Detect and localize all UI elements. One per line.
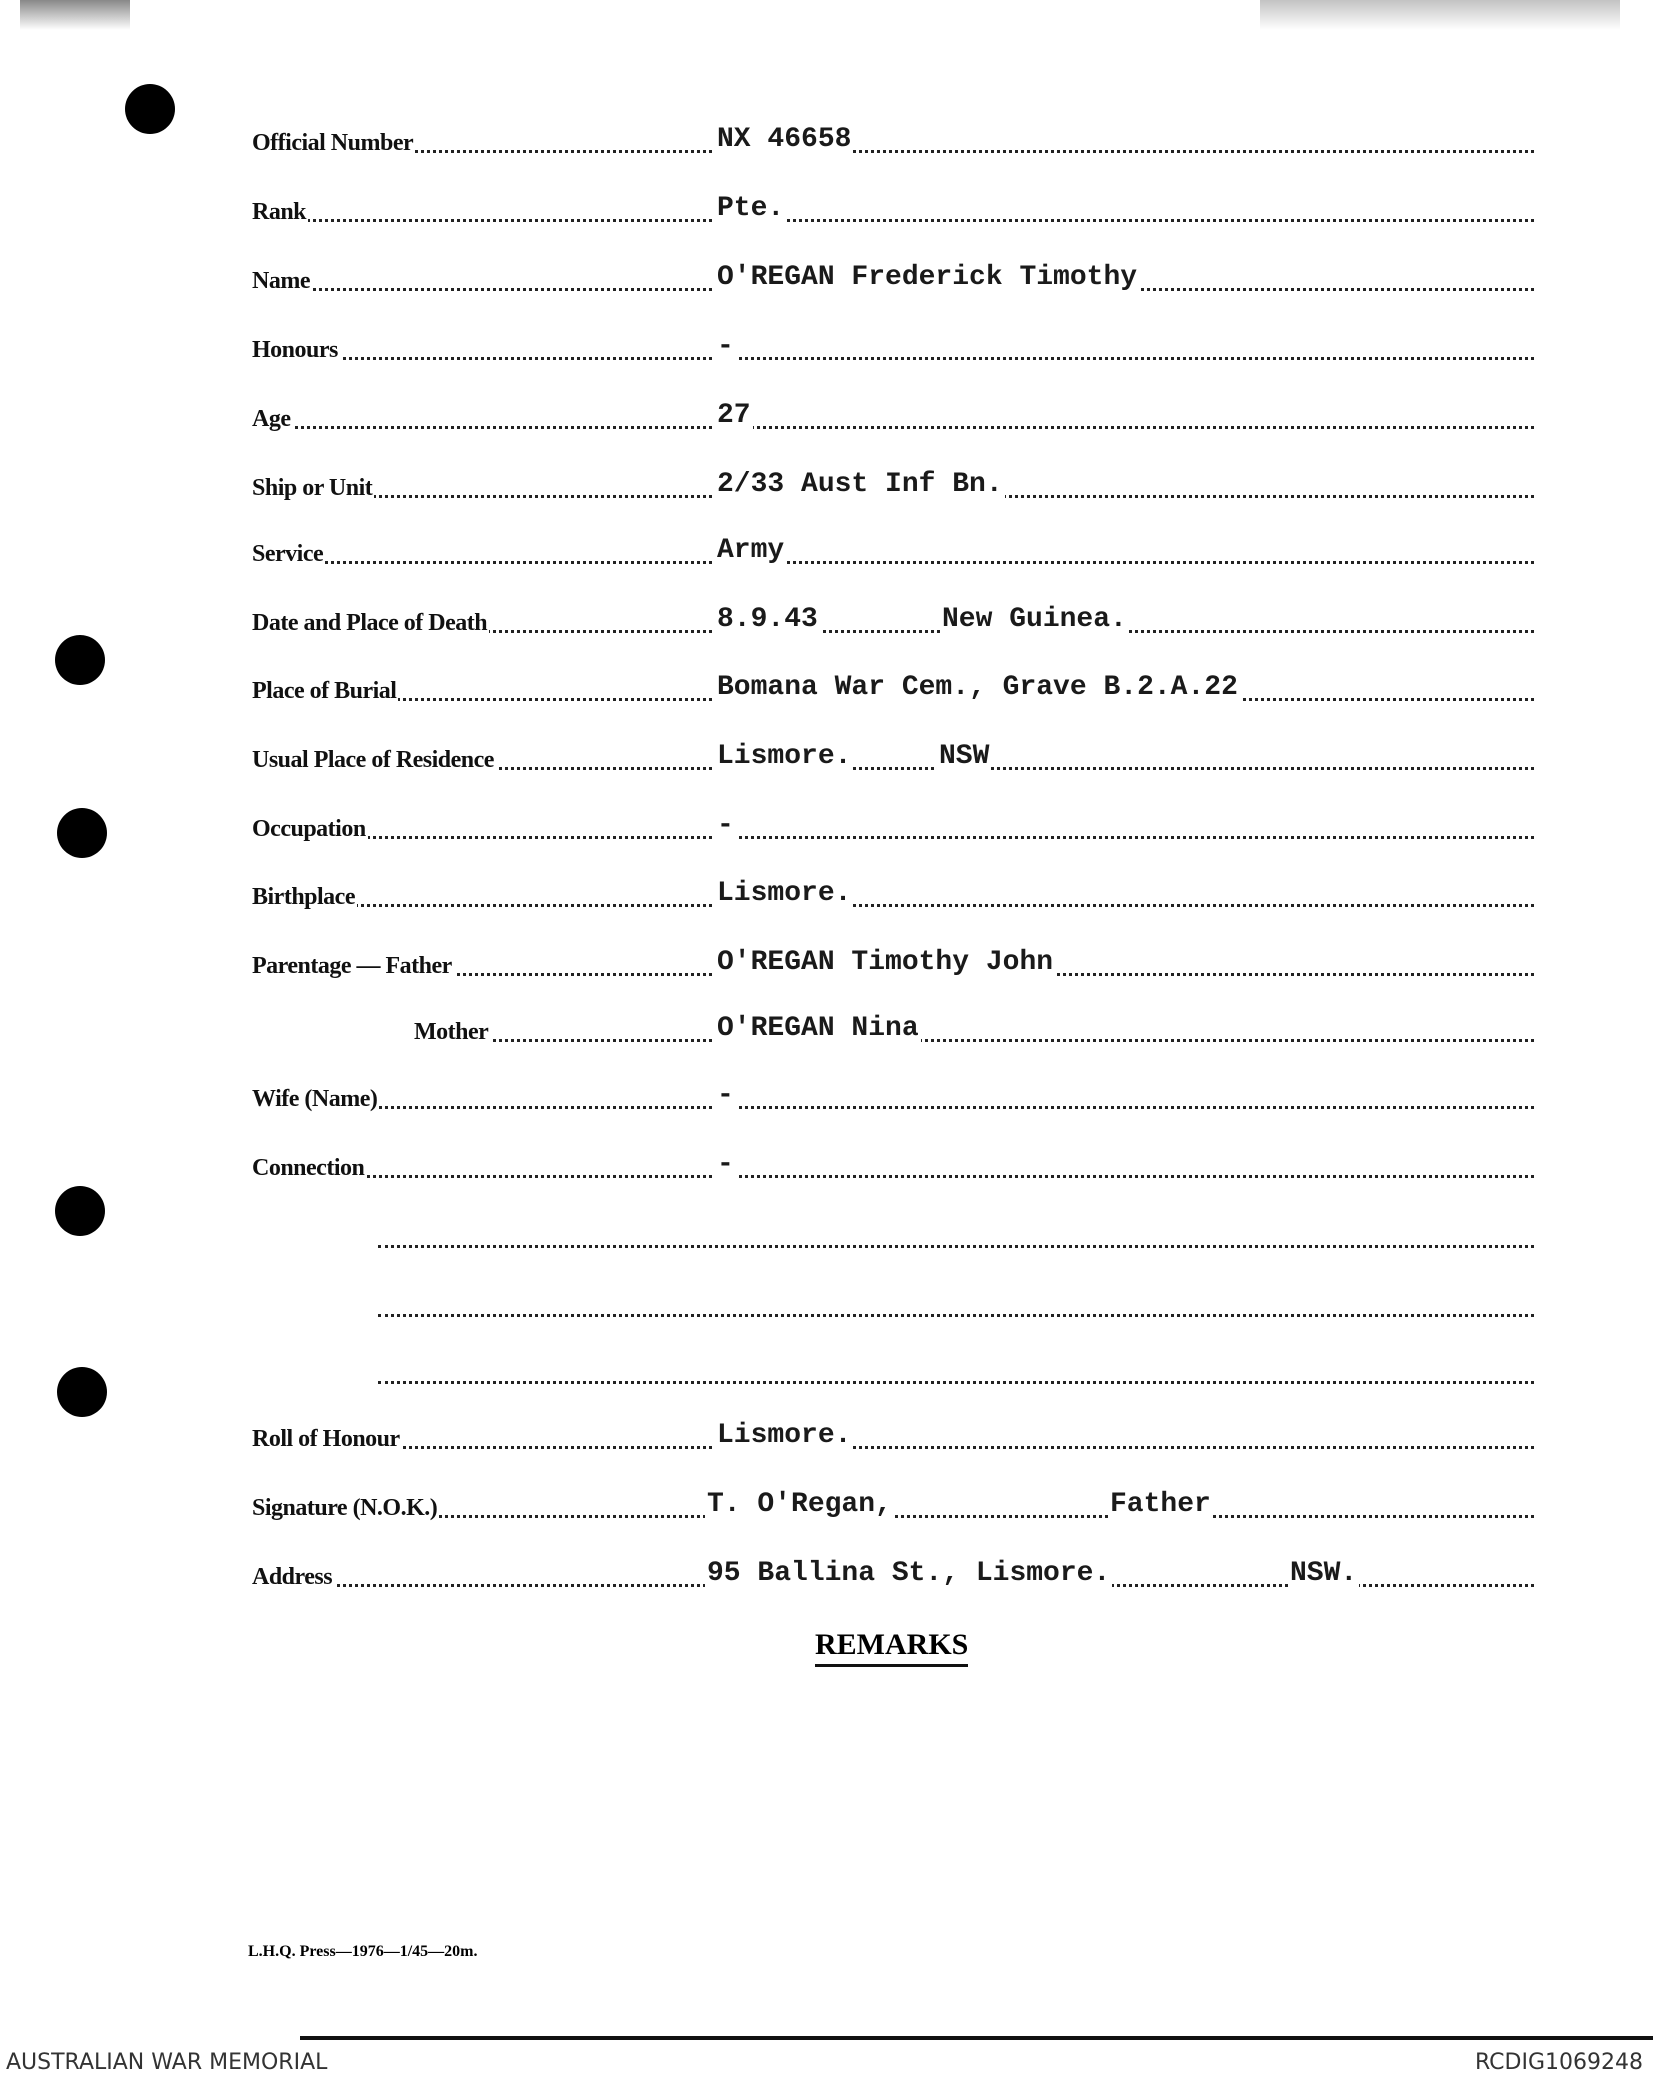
form-row [0, 940, 1653, 980]
dotted-leader [378, 1381, 1534, 1384]
field-value: NSW [939, 741, 990, 772]
form-row [0, 393, 1653, 433]
form-row [0, 1212, 1653, 1252]
field-value: 95 Ballina St., Lismore. [707, 1558, 1111, 1589]
field-value: - [717, 1149, 734, 1180]
form-row [0, 1142, 1653, 1182]
dotted-leader [252, 426, 1534, 429]
field-value: - [717, 810, 734, 841]
remarks-heading: REMARKS [815, 1628, 968, 1667]
field-value: 27 [717, 400, 751, 431]
field-label: Wife (Name) [252, 1086, 378, 1112]
dotted-leader [252, 219, 1534, 222]
form-row [0, 803, 1653, 843]
form-row [0, 597, 1653, 637]
field-label: Parentage — Father [252, 953, 452, 979]
form-row [0, 871, 1653, 911]
form-row [0, 1281, 1653, 1321]
dotted-leader [378, 1245, 1534, 1248]
form-row [0, 117, 1653, 157]
field-label: Place of Burial [252, 678, 397, 704]
field-value: Lismore. [717, 741, 852, 772]
field-label: Birthplace [252, 884, 355, 910]
field-value: Lismore. [717, 1420, 852, 1451]
field-label: Roll of Honour [252, 1426, 400, 1452]
form-row [0, 1551, 1653, 1591]
field-label: Connection [252, 1155, 365, 1181]
form-row [0, 255, 1653, 295]
field-value: Pte. [717, 193, 785, 224]
field-value: NX 46658 [717, 124, 852, 155]
field-value: Father [1110, 1489, 1211, 1520]
field-label: Name [252, 268, 310, 294]
dotted-leader [252, 904, 1534, 907]
dotted-leader [252, 561, 1534, 564]
form-row [0, 528, 1653, 568]
field-value: T. O'Regan, [707, 1489, 892, 1520]
field-label: Honours [252, 337, 338, 363]
field-value: Bomana War Cem., Grave B.2.A.22 [717, 672, 1238, 703]
scan-edge-left [20, 0, 130, 30]
field-value: NSW. [1290, 1558, 1358, 1589]
dotted-leader [252, 1106, 1534, 1109]
field-label: Official Number [252, 130, 414, 156]
field-label: Rank [252, 199, 307, 225]
form-row [0, 186, 1653, 226]
form-row [0, 1482, 1653, 1522]
field-value: O'REGAN Frederick Timothy [717, 262, 1138, 293]
field-label: Date and Place of Death [252, 610, 488, 636]
field-label: Address [252, 1564, 333, 1590]
field-value: - [717, 331, 734, 362]
field-label: Mother [414, 1019, 489, 1045]
form-row [0, 1006, 1653, 1046]
footer-record-id: RCDIG1069248 [1474, 2050, 1643, 2075]
field-label: Occupation [252, 816, 366, 842]
field-value: Lismore. [717, 878, 852, 909]
scan-edge-right [1260, 0, 1620, 30]
field-label: Signature (N.O.K.) [252, 1495, 438, 1521]
bottom-rule [300, 2036, 1653, 2040]
dotted-leader [378, 1314, 1534, 1317]
dotted-leader [414, 1039, 1534, 1042]
dotted-leader [252, 1446, 1534, 1449]
dotted-leader [252, 836, 1534, 839]
field-label: Usual Place of Residence [252, 747, 494, 773]
form-row [0, 734, 1653, 774]
form-row [0, 1348, 1653, 1388]
field-value: O'REGAN Timothy John [717, 947, 1054, 978]
dotted-leader [252, 357, 1534, 360]
form-row [0, 1413, 1653, 1453]
press-mark: L.H.Q. Press—1976—1/45—20m. [248, 1943, 478, 1960]
field-label: Service [252, 541, 324, 567]
form-row [0, 462, 1653, 502]
dotted-leader [252, 1175, 1534, 1178]
field-label: Age [252, 406, 291, 432]
field-value: 8.9.43 [717, 604, 818, 635]
form-row [0, 665, 1653, 705]
form-row [0, 324, 1653, 364]
dotted-leader [252, 150, 1534, 153]
field-value: - [717, 1080, 734, 1111]
field-value: Army [717, 535, 785, 566]
field-label: Ship or Unit [252, 475, 373, 501]
field-value: 2/33 Aust Inf Bn. [717, 469, 1003, 500]
field-value: New Guinea. [942, 604, 1127, 635]
field-value: O'REGAN Nina [717, 1013, 919, 1044]
form-row [0, 1073, 1653, 1113]
footer-archive-name: AUSTRALIAN WAR MEMORIAL [6, 2050, 328, 2075]
